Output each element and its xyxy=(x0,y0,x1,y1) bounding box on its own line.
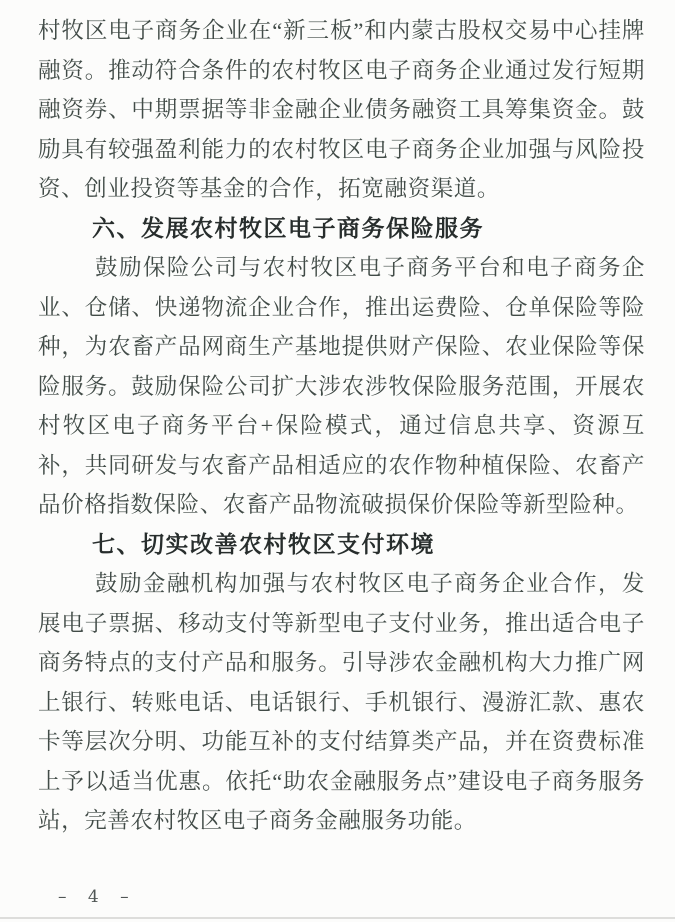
page-number: – 4 – xyxy=(58,887,137,907)
body-paragraph: 村牧区电子商务企业在“新三板”和内蒙古股权交易中心挂牌融资。推动符合条件的农村牧区电子商务企业通过发行短期融资券、中期票据等非金融企业债务融资工具筹集资金。鼓励具有较强盈利能力的农村牧区电子商务企业加强与风险投资、创业投资等基金的合作，拓宽融资渠道。 xyxy=(38,18,645,201)
body-paragraph: 鼓励金融机构加强与农村牧区电子商务企业合作，发展电子票据、移动支付等新型电子支付业务，推出适合电子商务特点的支付产品和服务。引导涉农金融机构大力推广网上银行、转账电话、电话银行、手机银行、漫游汇款、惠农卡等层次分明、功能互补的支付结算类产品，并在资费标准上予以适当优惠。依托“助农金融服务点”建设电子商务服务站，完善农村牧区电子商务金融服务功能。 xyxy=(38,571,645,833)
document-content xyxy=(38,11,645,841)
section-heading: 六、发展农村牧区电子商务保险服务 xyxy=(92,214,484,241)
scan-artifact-line xyxy=(0,917,675,919)
body-paragraph: 鼓励保险公司与农村牧区电子商务平台和电子商务企业、仓储、快递物流企业合作，推出运费险、仓单保险等险种，为农畜产品网商生产基地提供财产保险、农业保险等保险服务。鼓励保险公司扩大涉农涉牧保险服务范围，开展农村牧区电子商务平台+保险模式，通过信息共享、资源互补，共同研发与农畜产品相适应的农作物种植保险、农畜产品价格指数保险、农畜产品物流破损保价保险等新型险种。 xyxy=(38,255,645,517)
section-heading: 七、切实改善农村牧区支付环境 xyxy=(92,530,435,557)
